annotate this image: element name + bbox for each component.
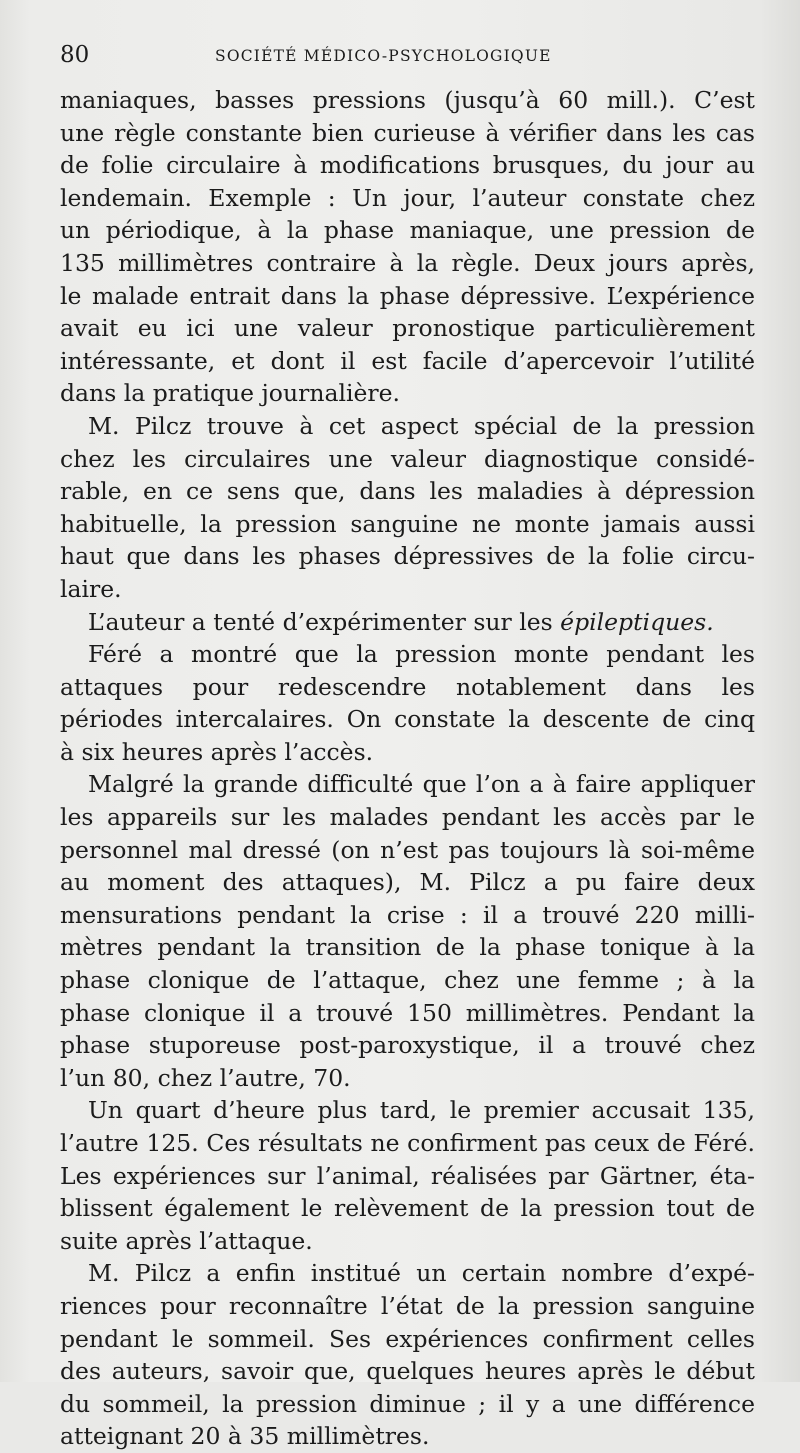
text-line [60,573,755,606]
text-line [60,475,755,508]
text-line [60,671,755,704]
text-line [60,801,755,834]
text-line-content: au moment des attaques), M. Pilcz a pu faire deux [60,868,755,897]
text-line [60,345,755,378]
text-line [60,1192,755,1225]
text-line-content: laire. [60,574,122,603]
text-line-content: atteignant 20 à 35 millimètres. [60,1422,430,1451]
text-line [60,1094,755,1127]
text-line-content: périodes intercalaires. On constate la descente de cinq [60,705,755,734]
text-line [60,149,755,182]
text-line [60,834,755,867]
text-line [60,736,755,769]
page-header [60,40,760,72]
text-line [60,84,755,117]
text-line-content: à six heures après l’accès. [60,737,374,766]
text-line-content: mètres pendant la transition de la phase tonique à la [60,933,755,962]
text-line-content: suite après l’attaque. [60,1226,313,1255]
italic-term: épileptiques. [560,607,714,636]
text-line [60,768,755,801]
text-line-content: M. Pilcz a enfin institué un certain nombre d’expé- [88,1259,755,1288]
text-line-content: L’auteur a tenté d’expérimenter sur les [88,607,561,636]
text-line-content: maniaques, basses pressions (jusqu’à 60 mill.). C’est [60,86,755,114]
text-line-content: les appareils sur les malades pendant les accès par le [60,803,755,832]
text-line-content: avait eu ici une valeur pronostique particulièrement [60,314,755,343]
text-line [60,1420,755,1453]
text-line-content: personnel mal dressé (on n’est pas toujours là soi-même [60,835,755,864]
text-line-content: Les expériences sur l’animal, réalisées par Gärtner, éta- [60,1161,755,1190]
text-line-content: des auteurs, savoir que, quelques heures après le début [60,1357,755,1386]
text-line-content: une règle constante bien curieuse à vérifier dans les cas [60,118,755,147]
text-line [60,508,755,541]
text-line-content: blissent également le relèvement de la pression tout de [60,1194,755,1223]
running-head: SOCIÉTÉ MÉDICO-PSYCHOLOGIQUE [215,47,552,65]
text-line [60,931,755,964]
text-line-content: pendant le sommeil. Ses expériences confirment celles [60,1324,755,1353]
text-line [60,182,755,215]
text-line [60,1225,755,1258]
text-line-content: chez les circulaires une valeur diagnostique considé- [60,444,755,473]
text-line [60,1029,755,1062]
text-line [60,703,755,736]
text-line-content: du sommeil, la pression diminue ; il y a une différence [60,1389,755,1418]
text-line [60,606,755,639]
text-line-content: haut que dans les phases dépressives de la folie circu- [60,542,755,571]
text-line-content: phase clonique il a trouvé 150 millimètres. Pendant la [60,998,755,1027]
text-line-content: phase stuporeuse post-paroxystique, il a trouvé chez [60,1031,755,1060]
text-line [60,377,755,410]
text-line [60,443,755,476]
text-line-content: l’autre 125. Ces résultats ne confirment pas ceux de Féré. [60,1129,755,1157]
text-line [60,1355,755,1388]
text-line [60,1388,755,1421]
text-line [60,1062,755,1095]
page-number: 80 [60,42,90,68]
text-line [60,638,755,671]
text-line [60,1323,755,1356]
text-line [60,899,755,932]
text-line-content: l’un 80, chez l’autre, 70. [60,1063,351,1092]
text-line-content: M. Pilcz trouve à cet aspect spécial de la pression [88,411,755,440]
text-line [60,1290,755,1323]
text-line-content: riences pour reconnaître l’état de la pression sanguine [60,1291,755,1320]
text-line-content: Féré a montré que la pression monte pendant les [88,640,755,669]
text-line [60,866,755,899]
text-line-content: Malgré la grande difficulté que l’on a à faire appliquer [88,770,755,799]
text-line-content: 135 millimètres contraire à la règle. Deux jours après, [60,248,755,277]
text-line [60,964,755,997]
text-line [60,1160,755,1193]
text-line [60,410,755,443]
body-text [60,84,755,1453]
text-line-content: lendemain. Exemple : Un jour, l’auteur constate chez [60,183,755,212]
text-line-content: habituelle, la pression sanguine ne monte jamais aussi [60,509,755,538]
text-line [60,312,755,345]
text-line-content: intéressante, et dont il est facile d’apercevoir l’utilité [60,346,755,375]
text-line-content: dans la pratique journalière. [60,379,401,408]
text-line [60,540,755,573]
text-line [60,997,755,1030]
text-line [60,214,755,247]
text-line [60,247,755,280]
text-line [60,1257,755,1290]
text-line-content: phase clonique de l’attaque, chez une femme ; à la [60,966,755,995]
text-line-content: attaques pour redescendre notablement dans les [60,672,755,701]
text-line [60,117,755,150]
text-line-content: de folie circulaire à modifications brusques, du jour au [60,151,755,180]
text-line-content: mensurations pendant la crise : il a trouvé 220 milli- [60,900,755,929]
text-line [60,280,755,313]
text-line-content: Un quart d’heure plus tard, le premier accusait 135, [88,1096,755,1125]
text-line-content: rable, en ce sens que, dans les maladies à dépression [60,477,755,506]
text-line-content: un périodique, à la phase maniaque, une pression de [60,216,755,245]
text-line-content: le malade entrait dans la phase dépressive. L’expérience [60,281,755,310]
text-line [60,1127,755,1160]
